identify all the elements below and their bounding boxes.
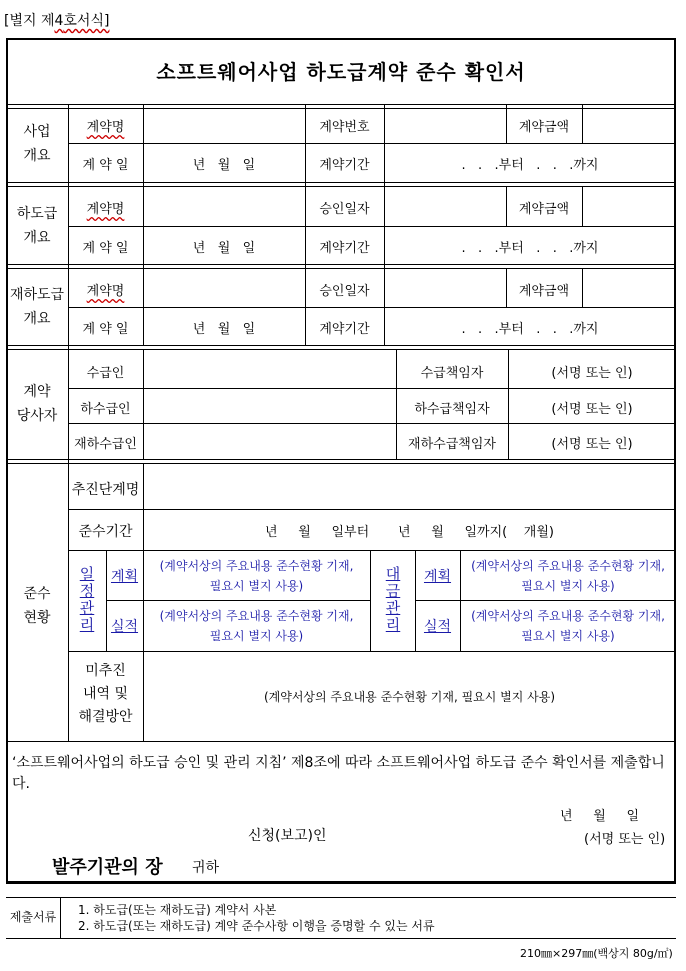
label-contract-name: 계약명: [86, 202, 125, 217]
payment-plan-note: (계약서상의 주요내용 준수현황 기재, 필요시 별지 사용): [471, 559, 665, 593]
contract-period-value: . . .부터 . . .까지: [461, 322, 599, 337]
divider: [370, 550, 371, 651]
label-contract-no: 계약번호: [319, 120, 370, 135]
label-contract-name: 계약명: [86, 120, 125, 135]
divider: [582, 186, 583, 226]
label-compliance-period: 준수기간: [78, 524, 133, 540]
schedule-actual-note: (계약서상의 주요내용 준수현황 기재, 필요시 별지 사용): [159, 609, 354, 643]
plan-label: 계획: [423, 569, 452, 585]
label-resubcontractor-manager: 재하수급책임자: [408, 437, 496, 452]
section-parties: 계약 당사자: [16, 384, 58, 424]
compliance-period-value: 년 월 일부터 년 월 일까지( 개월): [265, 525, 554, 540]
divider: [68, 226, 676, 227]
payment-actual-note: (계약서상의 주요내용 준수현황 기재, 필요시 별지 사용): [471, 609, 665, 643]
contract-period-value: . . .부터 . . .까지: [461, 158, 599, 173]
actual-label: 실적: [423, 619, 452, 635]
schedule-plan-note: (계약서상의 주요내용 준수현황 기재, 필요시 별지 사용): [159, 559, 354, 593]
divider: [60, 897, 61, 938]
divider: [384, 105, 385, 345]
divider: [582, 268, 583, 307]
label-contract-name: 계약명: [86, 284, 125, 299]
label-contract-amount: 계약금액: [518, 284, 570, 299]
divider: [106, 600, 370, 601]
label-contract-date: 계 약 일: [82, 158, 129, 173]
divider: [68, 651, 676, 652]
recipient: 발주기관의 장: [52, 857, 163, 878]
section-project: 사업 개요: [23, 124, 51, 164]
divider: [6, 104, 676, 109]
divider: [68, 307, 676, 308]
divider: [143, 105, 144, 345]
divider: [6, 741, 676, 742]
label-contract-period: 계약기간: [319, 322, 370, 337]
contract-date-value: 년 월 일: [192, 322, 256, 337]
recipient-honorific: 귀하: [192, 860, 220, 876]
sign-placeholder: (서명 또는 인): [551, 437, 633, 452]
label-contractor: 수급인: [86, 366, 125, 381]
sign-placeholder: (서명 또는 인): [551, 366, 633, 381]
divider: [68, 509, 676, 510]
label-contract-date: 계 약 일: [82, 241, 129, 256]
unresolved-note: (계약서상의 주요내용 준수현황 기재, 필요시 별지 사용): [263, 690, 556, 704]
divider: [6, 883, 676, 884]
label-approval-date: 승인일자: [319, 202, 370, 217]
label-contract-amount: 계약금액: [518, 120, 570, 135]
declaration-text: ‘소프트웨어사업의 하도급 승인 및 관리 지침’ 제8조에 따라 소프트웨어사업 하도급 준수 확인서를 제출합니다.: [12, 755, 665, 792]
form-title: 소프트웨어사업 하도급계약 준수 확인서: [156, 60, 526, 84]
contract-period-value: . . .부터 . . .까지: [461, 241, 599, 256]
plan-label: 계획: [110, 569, 139, 585]
contract-date-value: 년 월 일: [192, 241, 256, 256]
label-subcontractor: 하수급인: [80, 402, 131, 417]
label-contract-amount: 계약금액: [518, 202, 570, 217]
paper-spec: 210㎜×297㎜(백상지 80g/㎡): [520, 947, 673, 960]
submission-label: 제출서류: [9, 910, 57, 924]
applicant-sign: (서명 또는 인): [584, 832, 666, 847]
divider: [582, 105, 583, 143]
section-resubcontract: 재하도급 개요: [9, 287, 65, 327]
divider: [6, 264, 676, 269]
applicant-label: 신청(보고)인: [248, 828, 327, 844]
label-subcontractor-manager: 하수급책임자: [414, 402, 490, 417]
label-contract-date: 계 약 일: [82, 322, 129, 337]
label-contractor-manager: 수급책임자: [420, 366, 484, 381]
label-resubcontractor: 재하수급인: [74, 437, 137, 452]
section-compliance: 준수 현황: [23, 586, 51, 626]
divider: [415, 600, 676, 601]
label-contract-period: 계약기간: [319, 158, 370, 173]
divider: [68, 388, 676, 389]
payment-management-label: 대 금 관 리: [385, 565, 401, 634]
label-contract-period: 계약기간: [319, 241, 370, 256]
declaration-date: 년 월 일: [560, 809, 639, 824]
divider: [6, 182, 676, 187]
sign-placeholder: (서명 또는 인): [551, 402, 633, 417]
divider: [6, 938, 676, 939]
submission-item: 1. 하도급(또는 재하도급) 계약서 사본: [78, 903, 277, 917]
schedule-management-label: 일 정 관 리: [79, 565, 95, 634]
divider: [68, 423, 676, 424]
form-number: [별지 제4호서식]: [4, 13, 110, 29]
divider: [68, 143, 676, 144]
divider: [6, 897, 676, 898]
divider: [6, 459, 676, 464]
submission-item: 2. 하도급(또는 재하도급) 계약 준수사항 이행을 증명할 수 있는 서류: [78, 919, 435, 933]
divider: [6, 345, 676, 350]
divider: [143, 349, 144, 459]
unresolved-label: 미추진 내역 및 해결방안: [78, 663, 133, 725]
divider: [305, 105, 306, 345]
label-approval-date: 승인일자: [319, 284, 370, 299]
section-subcontract: 하도급 개요: [16, 206, 58, 246]
actual-label: 실적: [110, 619, 139, 635]
divider: [68, 550, 676, 551]
contract-date-value: 년 월 일: [192, 158, 256, 173]
label-stage: 추진단계명: [71, 482, 140, 498]
